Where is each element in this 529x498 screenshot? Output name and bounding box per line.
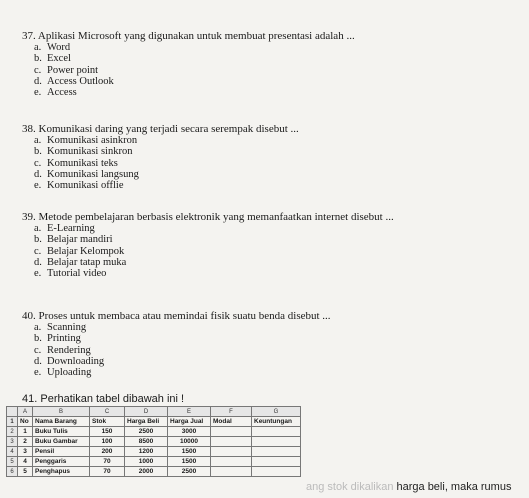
option-text: Printing (47, 333, 81, 345)
row-number: 5 (7, 457, 18, 467)
cell: 2 (18, 437, 33, 447)
table-row (7, 437, 301, 447)
cell: 2500 (168, 467, 211, 477)
column-header: E (168, 407, 211, 417)
question-40 (22, 310, 331, 378)
option-letter: b. (34, 333, 42, 345)
question-text (22, 310, 331, 322)
header-cell: Nama Barang (33, 417, 90, 427)
cell: 8500 (125, 437, 168, 447)
option-letter: a. (34, 223, 42, 234)
option-letter: b. (34, 146, 42, 158)
question-number: 39. (22, 211, 36, 223)
column-header: G (252, 407, 301, 417)
option-letter: a. (34, 42, 42, 53)
option-letter: c. (34, 245, 42, 257)
table-row (7, 467, 301, 477)
cell (211, 447, 252, 457)
header-cell: Keuntungan (252, 417, 301, 427)
question-41 (22, 393, 184, 405)
option-a[interactable] (22, 223, 394, 234)
option-letter: c. (34, 157, 42, 169)
cell: 70 (90, 467, 125, 477)
option-letter: d. (34, 168, 42, 180)
cell: 1 (18, 427, 33, 437)
option-e[interactable] (22, 180, 299, 191)
option-b[interactable] (22, 333, 331, 344)
cell: 5 (18, 467, 33, 477)
option-a[interactable] (22, 42, 355, 53)
option-letter: b. (34, 53, 42, 65)
header-cell: Harga Jual (168, 417, 211, 427)
row-number: 3 (7, 437, 18, 447)
cell: Buku Tulis (33, 427, 90, 437)
option-text: Power point (47, 64, 99, 76)
option-text: Rendering (47, 344, 91, 356)
option-letter: d. (34, 355, 42, 367)
corner-cell (7, 407, 18, 417)
continuation-text: harga beli, maka rumus (396, 481, 512, 493)
faded-text: ang stok dikalikan (306, 481, 397, 493)
option-b[interactable] (22, 234, 394, 245)
cell: Pensil (33, 447, 90, 457)
question-39 (22, 211, 394, 279)
option-c[interactable] (22, 345, 331, 356)
option-d[interactable] (22, 257, 394, 268)
cell: 150 (90, 427, 125, 437)
cell (211, 457, 252, 467)
option-letter: b. (34, 234, 42, 246)
question-text (22, 211, 394, 223)
option-text: Belajar tatap muka (47, 256, 127, 268)
cell: Penggaris (33, 457, 90, 467)
option-text: Komunikasi asinkron (47, 135, 138, 146)
question-number: 41. (22, 393, 38, 405)
option-text: Komunikasi teks (47, 157, 118, 169)
option-c[interactable] (22, 246, 394, 257)
option-c[interactable] (22, 158, 299, 169)
data-table (6, 406, 301, 477)
option-letter: a. (34, 322, 42, 333)
column-header: D (125, 407, 168, 417)
option-letter: e. (34, 268, 42, 280)
option-a[interactable] (22, 135, 299, 146)
cell: 2500 (125, 427, 168, 437)
table-row (7, 447, 301, 457)
row-number: 6 (7, 467, 18, 477)
cell: 1500 (168, 457, 211, 467)
cell: 2000 (125, 467, 168, 477)
option-text: Excel (47, 53, 71, 65)
table-header-row (7, 417, 301, 427)
cell: 4 (18, 457, 33, 467)
cell: 1500 (168, 447, 211, 457)
option-letter: d. (34, 256, 42, 268)
cell: 70 (90, 457, 125, 467)
option-e[interactable] (22, 268, 394, 279)
option-text: Access Outlook (47, 75, 114, 87)
column-header: A (18, 407, 33, 417)
row-number: 4 (7, 447, 18, 457)
option-text: Access (47, 87, 77, 99)
option-letter: c. (34, 344, 42, 356)
cell (252, 427, 301, 437)
cell: 3000 (168, 427, 211, 437)
cell (252, 457, 301, 467)
question-text (22, 30, 355, 42)
option-c[interactable] (22, 65, 355, 76)
cell: 100 (90, 437, 125, 447)
option-text: Scanning (47, 322, 87, 333)
option-text: Komunikasi offlie (47, 180, 124, 192)
cell: 200 (90, 447, 125, 457)
option-text: E-Learning (47, 223, 95, 234)
option-text: Komunikasi langsung (47, 168, 139, 180)
cell (252, 437, 301, 447)
cell (252, 447, 301, 457)
option-b[interactable] (22, 146, 299, 157)
option-letter: e. (34, 87, 42, 99)
option-text: Komunikasi sinkron (47, 146, 133, 158)
header-cell: Stok (90, 417, 125, 427)
question-text (22, 123, 299, 135)
question-number: 38. (22, 123, 36, 135)
option-text: Belajar mandiri (47, 234, 113, 246)
cell: 1200 (125, 447, 168, 457)
question-body: Proses untuk membaca atau memindai fisik suatu benda disebut ... (38, 310, 331, 322)
option-e[interactable] (22, 367, 331, 378)
option-d[interactable] (22, 169, 299, 180)
cell: 1000 (125, 457, 168, 467)
header-cell: No (18, 417, 33, 427)
question-body: Aplikasi Microsoft yang digunakan untuk membuat presentasi adalah ... (37, 30, 355, 42)
option-d[interactable] (22, 76, 355, 87)
option-letter: d. (34, 75, 42, 87)
option-d[interactable] (22, 356, 331, 367)
column-header: B (33, 407, 90, 417)
question-continuation-text (306, 481, 511, 493)
question-body: Komunikasi daring yang terjadi secara serempak disebut ... (38, 123, 299, 135)
question-38 (22, 123, 299, 191)
cell: 3 (18, 447, 33, 457)
column-header-row (7, 407, 301, 417)
question-body: Metode pembelajaran berbasis elektronik yang memanfaatkan internet disebut ... (38, 211, 394, 223)
column-header: F (211, 407, 252, 417)
column-header: C (90, 407, 125, 417)
option-letter: e. (34, 180, 42, 192)
option-text: Uploading (47, 367, 92, 379)
row-number: 1 (7, 417, 18, 427)
option-text: Tutorial video (47, 268, 107, 280)
option-b[interactable] (22, 53, 355, 64)
option-text: Word (47, 42, 71, 53)
option-e[interactable] (22, 87, 355, 98)
option-text: Downloading (47, 355, 105, 367)
question-37 (22, 30, 355, 98)
cell: Buku Gambar (33, 437, 90, 447)
table-row (7, 457, 301, 467)
cell (252, 467, 301, 477)
option-letter: a. (34, 135, 42, 146)
option-letter: e. (34, 367, 42, 379)
header-cell: Harga Beli (125, 417, 168, 427)
row-number: 2 (7, 427, 18, 437)
spreadsheet-table (6, 406, 301, 477)
header-cell: Modal (211, 417, 252, 427)
cell: 10000 (168, 437, 211, 447)
cell: Penghapus (33, 467, 90, 477)
cell (211, 467, 252, 477)
option-text: Belajar Kelompok (47, 245, 125, 257)
cell (211, 427, 252, 437)
question-number: 37. (22, 30, 36, 42)
table-row (7, 427, 301, 437)
option-a[interactable] (22, 322, 331, 333)
cell (211, 437, 252, 447)
option-letter: c. (34, 64, 42, 76)
question-body: Perhatikan tabel dibawah ini ! (40, 393, 185, 405)
question-number: 40. (22, 310, 36, 322)
